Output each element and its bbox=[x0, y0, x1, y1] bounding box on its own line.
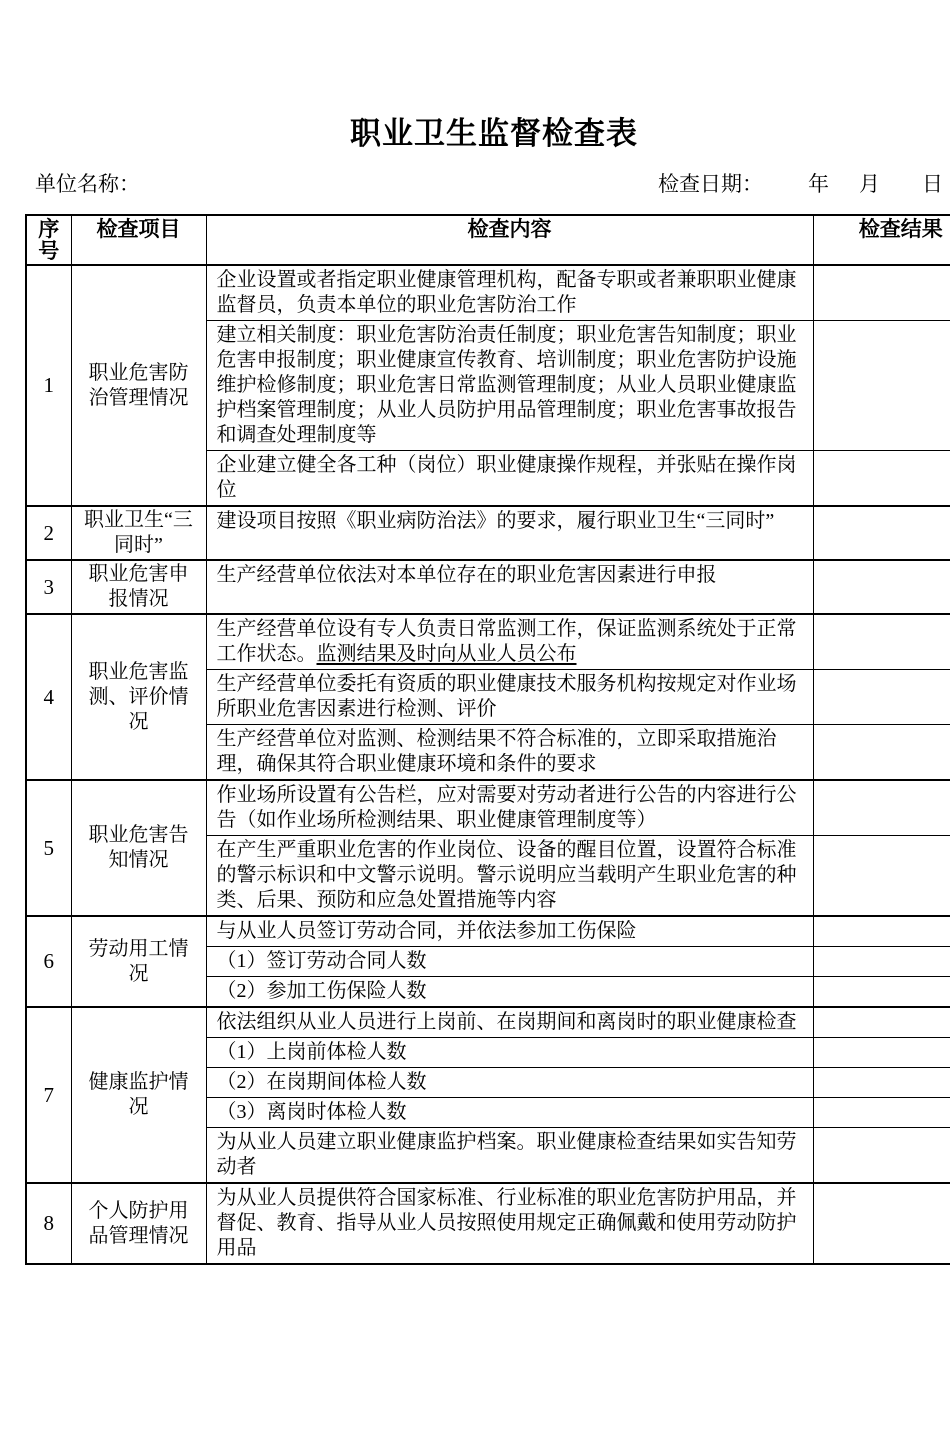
item-cell: 个人防护用品管理情况 bbox=[71, 1183, 206, 1264]
content-cell: （1）签订劳动合同人数 bbox=[206, 947, 813, 977]
item-cell: 劳动用工情况 bbox=[71, 916, 206, 1007]
row-number-cell: 6 bbox=[26, 916, 71, 1007]
content-cell: 生产经营单位依法对本单位存在的职业危害因素进行申报 bbox=[206, 560, 813, 614]
content-cell bbox=[206, 614, 813, 670]
col-header-item: 检查项目 bbox=[71, 215, 206, 265]
unit-name-label: 单位名称： bbox=[35, 172, 140, 196]
date-month-label: 月 bbox=[859, 172, 880, 196]
content-cell: 依法组织从业人员进行上岗前、在岗期间和离岗时的职业健康检查 bbox=[206, 1007, 813, 1038]
item-cell: 职业卫生“三同时” bbox=[71, 506, 206, 560]
content-cell: 企业设置或者指定职业健康管理机构，配备专职或者兼职职业健康监督员，负责本单位的职业危害防治工作 bbox=[206, 265, 813, 321]
result-cell bbox=[813, 506, 950, 560]
row-number-cell: 1 bbox=[26, 265, 71, 506]
content-cell: 企业建立健全各工种（岗位）职业健康操作规程，并张贴在操作岗位 bbox=[206, 451, 813, 507]
content-cell: （2）在岗期间体检人数 bbox=[206, 1068, 813, 1098]
result-cell bbox=[813, 321, 950, 451]
result-cell bbox=[813, 560, 950, 614]
col-header-result: 检查结果 bbox=[813, 215, 950, 265]
content-cell: （1）上岗前体检人数 bbox=[206, 1038, 813, 1068]
col-header-no: 序号 bbox=[26, 215, 71, 265]
result-cell bbox=[813, 916, 950, 947]
item-cell: 职业危害防治管理情况 bbox=[71, 265, 206, 506]
result-cell bbox=[813, 670, 950, 725]
meta-row bbox=[35, 168, 943, 198]
result-cell bbox=[813, 1068, 950, 1098]
item-cell: 职业危害监测、评价情况 bbox=[71, 614, 206, 780]
content-text: 生产经营单位设有专人负责日常监测工作，保证监测系统处于正常工作状态。 bbox=[216, 618, 797, 665]
col-header-content: 检查内容 bbox=[206, 215, 813, 265]
row-number-cell: 7 bbox=[26, 1007, 71, 1183]
table-header-row bbox=[26, 215, 950, 265]
table-row bbox=[26, 265, 950, 321]
table-row bbox=[26, 780, 950, 836]
result-cell bbox=[813, 1128, 950, 1184]
result-cell bbox=[813, 780, 950, 836]
item-cell: 职业危害申报情况 bbox=[71, 560, 206, 614]
result-cell bbox=[813, 451, 950, 507]
result-cell bbox=[813, 977, 950, 1008]
table-row bbox=[26, 506, 950, 560]
document-page bbox=[0, 108, 950, 1265]
inspection-table bbox=[25, 214, 950, 1265]
content-cell: 与从业人员签订劳动合同，并依法参加工伤保险 bbox=[206, 916, 813, 947]
page-title: 职业卫生监督检查表 bbox=[350, 116, 638, 151]
content-cell: （3）离岗时体检人数 bbox=[206, 1098, 813, 1128]
content-cell: 在产生严重职业危害的作业岗位、设备的醒目位置，设置符合标准的警示标识和中文警示说明。警示说明应当载明产生职业危害的种类、后果、预防和应急处置措施等内容 bbox=[206, 836, 813, 917]
content-cell: 建立相关制度：职业危害防治责任制度；职业危害告知制度；职业危害申报制度；职业健康宣传教育、培训制度；职业危害防护设施维护检修制度；职业危害日常监测管理制度；从业人员职业健康监护档案管理制度；从业人员防护用品管理制度；职业危害事故报告和调查处理制度等 bbox=[206, 321, 813, 451]
underlined-content-text: 监测结果及时向从业人员公布 bbox=[316, 643, 577, 665]
inspection-date-group bbox=[658, 168, 943, 198]
item-cell: 健康监护情况 bbox=[71, 1007, 206, 1183]
table-row bbox=[26, 560, 950, 614]
content-cell: 为从业人员提供符合国家标准、行业标准的职业危害防护用品，并督促、教育、指导从业人员按照使用规定正确佩戴和使用劳动防护用品 bbox=[206, 1183, 813, 1264]
item-cell: 职业危害告知情况 bbox=[71, 780, 206, 916]
table-row bbox=[26, 916, 950, 947]
date-day-label: 日 bbox=[922, 172, 943, 196]
content-cell: 生产经营单位委托有资质的职业健康技术服务机构按规定对作业场所职业危害因素进行检测、评价 bbox=[206, 670, 813, 725]
content-cell: 为从业人员建立职业健康监护档案。职业健康检查结果如实告知劳动者 bbox=[206, 1128, 813, 1184]
table-row bbox=[26, 1007, 950, 1038]
result-cell bbox=[813, 1007, 950, 1038]
result-cell bbox=[813, 1183, 950, 1264]
result-cell bbox=[813, 947, 950, 977]
row-number-cell: 3 bbox=[26, 560, 71, 614]
row-number-cell: 4 bbox=[26, 614, 71, 780]
result-cell bbox=[813, 265, 950, 321]
result-cell bbox=[813, 1038, 950, 1068]
row-number-cell: 2 bbox=[26, 506, 71, 560]
date-year-label: 年 bbox=[808, 172, 829, 196]
result-cell bbox=[813, 1098, 950, 1128]
row-number-cell: 8 bbox=[26, 1183, 71, 1264]
table-row bbox=[26, 1183, 950, 1264]
row-number-cell: 5 bbox=[26, 780, 71, 916]
result-cell bbox=[813, 836, 950, 917]
content-cell: 建设项目按照《职业病防治法》的要求，履行职业卫生“三同时” bbox=[206, 506, 813, 560]
table-row bbox=[26, 614, 950, 670]
inspection-date-label: 检查日期： bbox=[658, 172, 763, 196]
result-cell bbox=[813, 614, 950, 670]
content-cell: （2）参加工伤保险人数 bbox=[206, 977, 813, 1008]
content-cell: 作业场所设置有公告栏，应对需要对劳动者进行公告的内容进行公告（如作业场所检测结果、职业健康管理制度等） bbox=[206, 780, 813, 836]
content-cell: 生产经营单位对监测、检测结果不符合标准的，立即采取措施治理，确保其符合职业健康环境和条件的要求 bbox=[206, 725, 813, 781]
result-cell bbox=[813, 725, 950, 781]
